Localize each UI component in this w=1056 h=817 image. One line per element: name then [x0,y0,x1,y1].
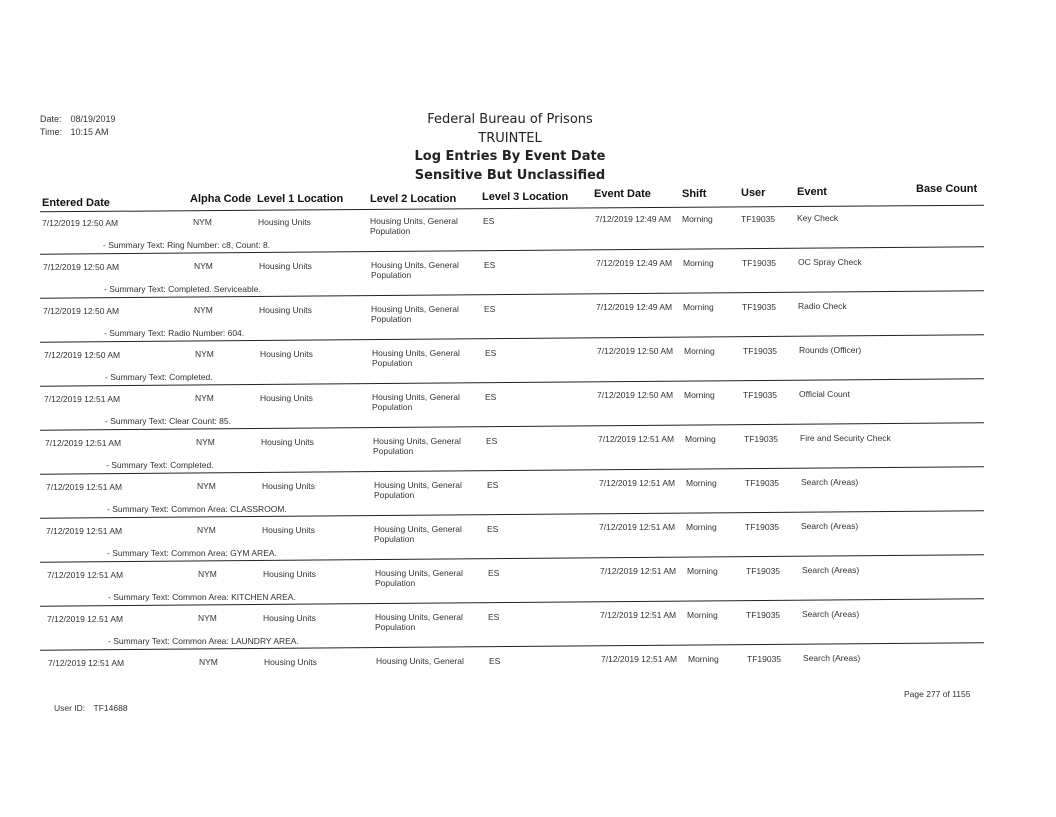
cell-level1: Housing Units [263,613,316,623]
col-level1: Level 1 Location [257,193,344,205]
system-title: TRUINTEL [478,131,542,146]
cell-level1: Housing Units [260,393,313,403]
cell-level1: Housing Units [262,525,315,535]
cell-user: TF19035 [745,478,780,488]
cell-entered-date: 7/12/2019 12:51 AM [47,570,124,580]
col-user: User [741,187,766,199]
cell-level1: Housing Units [263,569,316,579]
cell-alpha-code: NYM [193,217,212,227]
summary-text: - Summary Text: Completed. Serviceable. [104,284,261,294]
page-number: Page 277 of 1155 [904,689,971,699]
cell-user: TF19035 [746,566,781,576]
org-title: Federal Bureau of Prisons [427,112,593,127]
cell-level1: Housing Units [259,261,312,271]
cell-shift: Morning [684,390,715,400]
cell-entered-date: 7/12/2019 12:51 AM [46,482,123,492]
cell-entered-date: 7/12/2019 12:50 AM [43,306,120,316]
cell-event-date: 7/12/2019 12:51 AM [599,478,676,488]
summary-text: - Summary Text: Common Area: CLASSROOM. [107,504,287,514]
cell-level2: Housing Units, General Population [370,216,458,236]
cell-level2: Housing Units, General Population [375,612,463,632]
cell-level2: Housing Units, General [376,656,464,666]
cell-level3: ES [484,260,496,270]
cell-alpha-code: NYM [194,305,213,315]
cell-event: Official Count [799,389,850,399]
cell-shift: Morning [682,214,713,224]
cell-level2: Housing Units, General Population [371,260,459,280]
summary-text: - Summary Text: Common Area: KITCHEN AREA. [108,592,296,602]
cell-level2: Housing Units, General Population [374,524,462,544]
cell-level2: Housing Units, General Population [372,392,460,412]
date-label: Date: [40,114,62,124]
cell-level3: ES [483,216,495,226]
cell-shift: Morning [683,258,714,268]
cell-entered-date: 7/12/2019 12:51 AM [45,438,122,448]
cell-user: TF19035 [741,214,776,224]
cell-level2: Housing Units, General Population [375,568,463,588]
cell-alpha-code: NYM [194,261,213,271]
cell-event-date: 7/12/2019 12:49 AM [596,258,673,268]
col-event: Event [797,186,827,198]
cell-shift: Morning [683,302,714,312]
cell-event: Key Check [797,213,839,223]
cell-user: TF19035 [745,522,780,532]
cell-entered-date: 7/12/2019 12:51 AM [46,526,123,536]
cell-level3: ES [485,348,497,358]
col-alpha-code: Alpha Code [190,193,252,205]
cell-alpha-code: NYM [195,393,214,403]
cell-level3: ES [484,304,496,314]
cell-shift: Morning [686,522,717,532]
cell-shift: Morning [688,654,719,664]
user-id-value: TF14688 [93,703,128,713]
summary-text: - Summary Text: Common Area: GYM AREA. [107,548,277,558]
cell-user: TF19035 [742,258,777,268]
cell-alpha-code: NYM [199,657,218,667]
cell-event: Search (Areas) [801,521,859,531]
col-entered-date: Entered Date [42,197,110,209]
cell-level1: Housing Units [262,481,315,491]
cell-event-date: 7/12/2019 12:49 AM [596,302,673,312]
col-level3: Level 3 Location [482,191,569,203]
cell-event: Rounds (Officer) [799,345,862,355]
cell-event: Search (Areas) [803,653,861,663]
cell-alpha-code: NYM [198,613,217,623]
cell-level3: ES [488,568,500,578]
report-date [40,114,116,124]
cell-level1: Housing Units [260,349,313,359]
cell-level1: Housing Units [258,217,311,227]
cell-event: Search (Areas) [802,609,860,619]
cell-level1: Housing Units [259,305,312,315]
summary-text: - Summary Text: Ring Number: c8, Count: 8. [103,240,271,250]
cell-alpha-code: NYM [196,437,215,447]
cell-event: OC Spray Check [798,257,862,267]
summary-text: - Summary Text: Common Area: LAUNDRY AREA. [108,636,299,646]
cell-entered-date: 7/12/2019 12:50 AM [42,218,119,228]
cell-event-date: 7/12/2019 12:51 AM [600,566,677,576]
cell-event-date: 7/12/2019 12:49 AM [595,214,672,224]
col-shift: Shift [682,188,707,200]
cell-shift: Morning [685,434,716,444]
cell-level3: ES [489,656,501,666]
cell-user: TF19035 [742,302,777,312]
cell-level3: ES [487,524,499,534]
summary-text: - Summary Text: Clear Count: 85. [105,416,231,426]
cell-event: Search (Areas) [802,565,860,575]
cell-level2: Housing Units, General Population [371,304,459,324]
cell-alpha-code: NYM [197,481,216,491]
cell-event-date: 7/12/2019 12:51 AM [601,654,678,664]
cell-event: Search (Areas) [801,477,859,487]
summary-text: - Summary Text: Completed. [105,372,213,382]
cell-user: TF19035 [744,434,779,444]
cell-shift: Morning [687,566,718,576]
cell-user: TF19035 [747,654,782,664]
cell-alpha-code: NYM [198,569,217,579]
cell-event-date: 7/12/2019 12:51 AM [598,434,675,444]
header-rule [40,205,984,213]
col-level2: Level 2 Location [370,193,457,205]
cell-entered-date: 7/12/2019 12.51 AM [47,614,124,624]
cell-entered-date: 7/12/2019 12:51 AM [48,658,125,668]
cell-level2: Housing Units, General Population [374,480,462,500]
cell-level3: ES [486,436,498,446]
user-id-label: User ID: [54,703,86,713]
cell-entered-date: 7/12/2019 12:50 AM [43,262,120,272]
cell-event: Fire and Security Check [800,433,891,443]
summary-text: - Summary Text: Radio Number: 604. [104,328,245,338]
cell-level2: Housing Units, General Population [373,436,461,456]
cell-level1: Housing Units [264,657,317,667]
cell-entered-date: 7/12/2019 12:50 AM [44,350,121,360]
report-time [40,127,109,137]
col-event-date: Event Date [594,188,651,200]
cell-entered-date: 7/12/2019 12:51 AM [44,394,121,404]
cell-shift: Morning [684,346,715,356]
cell-shift: Morning [686,478,717,488]
classification: Sensitive But Unclassified [414,168,606,183]
footer-user-id [54,703,128,713]
cell-event-date: 7/12/2019 12:51 AM [599,522,676,532]
cell-level2: Housing Units, General Population [372,348,460,368]
cell-level3: ES [487,480,499,490]
cell-user: TF19035 [746,610,781,620]
date-value: 08/19/2019 [70,114,116,124]
cell-user: TF19035 [743,390,778,400]
cell-alpha-code: NYM [195,349,214,359]
cell-event-date: 7/12/2019 12:50 AM [597,346,674,356]
cell-event: Radio Check [798,301,847,311]
col-base-count: Base Count [916,183,978,195]
cell-alpha-code: NYM [197,525,216,535]
cell-level3: ES [485,392,497,402]
cell-event-date: 7/12/2019 12:50 AM [597,390,674,400]
cell-level3: ES [488,612,500,622]
summary-text: - Summary Text: Completed. [106,460,214,470]
cell-user: TF19035 [743,346,778,356]
report-title: Log Entries By Event Date [414,149,606,164]
time-value: 10:15 AM [70,127,109,137]
cell-event-date: 7/12/2019 12:51 AM [600,610,677,620]
cell-shift: Morning [687,610,718,620]
cell-level1: Housing Units [261,437,314,447]
time-label: Time: [40,127,63,137]
